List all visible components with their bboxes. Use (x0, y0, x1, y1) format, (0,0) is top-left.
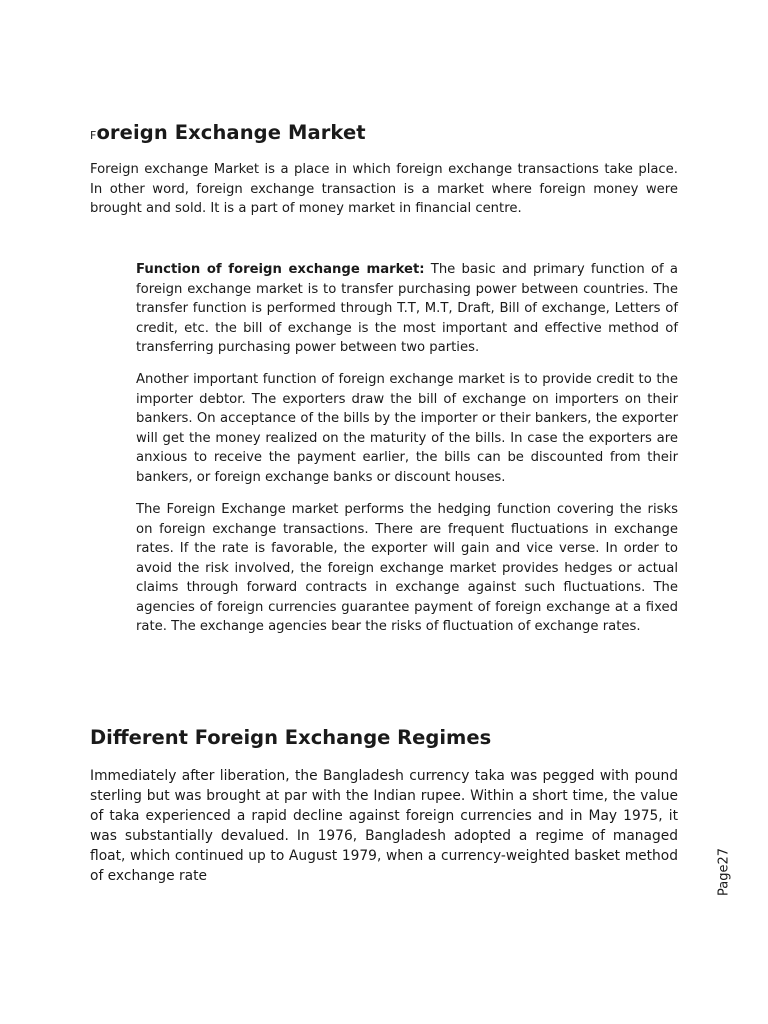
function-lead-label: Function of foreign exchange market: (136, 262, 425, 277)
function-paragraph-3: The Foreign Exchange market performs the hedging function covering the risks on foreign exchange transactions. There are frequent fluctuations in exchange rates. If the rate is favorable, the exporter will gain and vice verse. In order to avoid the risk involved, the foreign exchange market provides hedges or actual claims through forward contracts in exchange against such fluctuations. The agencies of foreign currencies guarantee payment of foreign exchange at a fixed rate. The exchange agencies bear the risks of fluctuation of exchange rates. (136, 502, 678, 634)
function-paragraph-1-text: The basic and primary function of a foreign exchange market is to transfer purchasing power between countries. The transfer function is performed through T.T, M.T, Draft, Bill of exchange, Letters of credit, etc. the bill of exchange is the most important and effective method of transferring purchasing power between two parties. (136, 262, 678, 355)
section-heading-exchange-regimes: Different Foreign Exchange Regimes (90, 726, 492, 749)
regimes-paragraph: Immediately after liberation, the Bangladesh currency taka was pegged with pound sterling but was brought at par with the Indian rupee. Within a short time, the value of taka experienced a rapid decline against foreign currencies and in May 1975, it was substantially devalued. In 1976, Bangladesh adopted a regime of managed float, which continued up to August 1979, when a currency-weighted basket method of exchange rate (90, 768, 678, 885)
function-paragraph-1 (136, 260, 678, 358)
intro-paragraph: Foreign exchange Market is a place in which foreign exchange transactions take place. In other word, foreign exchange transaction is a market where foreign money were brought and sold. It is a part of money market in financial centre. (90, 162, 678, 216)
heading-text: oreign Exchange Market (96, 121, 366, 144)
function-paragraph-2: Another important function of foreign exchange market is to provide credit to the importer debtor. The exporters draw the bill of exchange on importers on their bankers. On acceptance of the bills by the importer or their bankers, the exporter will get the money realized on the maturity of the bills. In case the exporters are anxious to receive the payment earlier, the bills can be discounted from their bankers, or foreign exchange banks or discount houses. (136, 372, 678, 485)
heading-first-letter: F (90, 129, 97, 142)
section-heading-foreign-exchange-market (90, 121, 366, 144)
page-number: Page27 (716, 847, 732, 897)
